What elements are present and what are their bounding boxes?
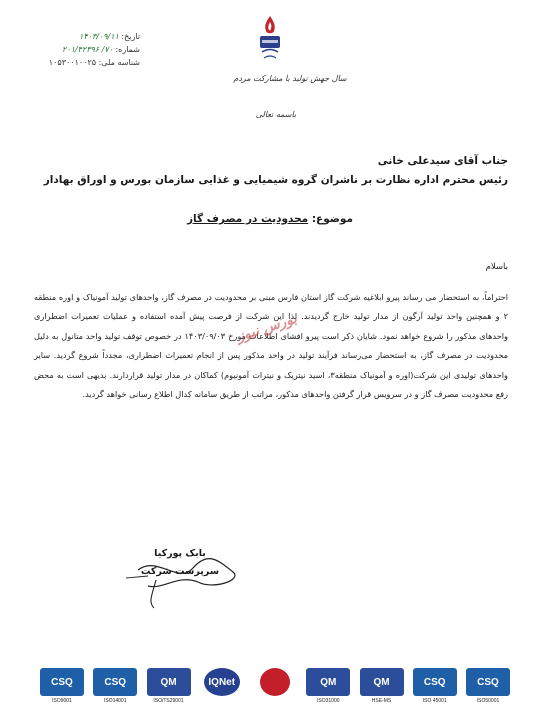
certification-badge: [413, 668, 457, 706]
certification-logo: CSQ: [413, 668, 457, 696]
signature-block: [125, 545, 235, 581]
certification-badge: [306, 668, 350, 706]
subject-label: موضوع:: [311, 213, 354, 225]
certification-caption: ISO50001: [476, 698, 500, 704]
company-logo: [252, 14, 288, 70]
greeting: باسلام: [485, 262, 508, 272]
certification-badge: [200, 668, 244, 706]
letter-body: [34, 288, 508, 404]
certification-logo: IQNet: [204, 668, 240, 696]
date-label: تاریخ:: [121, 32, 140, 41]
body-paragraph: احتراماً، به استحضار می رساند پیرو ابلاغیه شرکت گاز استان فارس مبنی بر محدودیت در مصرف گاز، واحدهای تولید آمونیاک و اوره منطقه ۲ و همچنین واحد تولید آرگون از مدار تولید خارج گردیدند. لذا این شرکت از فرصت پیش آمده استفاده و عملیات تعمیرات اضطراری واحدهای مذکور را شروع خواهد نمود. شایان ذکر است پیرو افشای اطلاعات مورخ ۱۴۰۳/۰۹/۰۳ در خصوص توقف تولید واحد متانول به دلیل محدودیت در مصرف گاز، به استحضار می‌رساند فرآیند تولید در واحد مذکور پس از انجام تعمیرات اضطراری، مجدداً شروع گردید. سایر واحدهای تولیدی این شرکت(اوره و آمونیاک منطقه۳، اسید نیتریک و نیترات آمونیوم) کماکان در مدار تولید قراردارند. بدیهی است به محض رفع محدودیت مصرف گاز و در سرویس قرار گرفتن واحدهای مذکور، مراتب از طریق سامانه کدال اطلاع رسانی خواهد گردید.: [34, 292, 508, 400]
certification-logo: QM: [360, 668, 404, 696]
signer-name: بابک پورکیا: [154, 548, 206, 559]
certification-logo: CSQ: [40, 668, 84, 696]
year-tagline: سال جهش تولید با مشارکت مردم: [233, 74, 347, 83]
certification-caption: ISO/TS29001: [153, 698, 184, 704]
date-row: [30, 30, 140, 43]
certification-badge: [147, 668, 191, 706]
date-value: ۱۴۰۳/۰۹/۱۱: [79, 32, 119, 41]
number-label: شماره:: [115, 45, 140, 54]
national-id-value: ۱۰۵۳۰۰۱۰۰۲۵: [48, 58, 97, 67]
certification-caption: ISO14001: [103, 698, 127, 704]
certification-badge: [40, 668, 84, 706]
number-row: [30, 43, 140, 56]
certification-logo: QM: [147, 668, 191, 696]
letter-meta: [30, 30, 140, 69]
certification-caption: HSE-MS: [371, 698, 392, 704]
national-id-label: شناسه ملی:: [98, 58, 140, 67]
number-value: ۷۰/ ۲۰۱/۴۲۳۹۶: [62, 45, 113, 54]
signer-role: سرپرست شرکت: [140, 566, 220, 577]
watermark-stamp: بورس نیوز: [235, 310, 299, 346]
certification-badge: [360, 668, 404, 706]
certification-badge: [253, 668, 297, 706]
subject-value: محدودیت در مصرف گاز: [186, 213, 309, 225]
certification-caption: ISO9001: [52, 698, 72, 704]
certification-badge: [93, 668, 137, 706]
recipient-title: رئیس محترم اداره نظارت بر ناشران گروه شیمیایی و غذایی سازمان بورس و اوراق بهادار: [43, 174, 508, 186]
recipient-name: جناب آقای سیدعلی خانی: [377, 155, 508, 167]
certification-logo: CSQ: [466, 668, 510, 696]
subject-line: [150, 213, 390, 225]
certification-badges: [40, 668, 510, 708]
certification-logo: [260, 668, 290, 696]
certification-caption: ISO31000: [316, 698, 340, 704]
certification-logo: CSQ: [93, 668, 137, 696]
national-id-row: [30, 56, 140, 69]
recipient-block: [38, 152, 508, 190]
certification-logo: QM: [306, 668, 350, 696]
bismillah: باسمه تعالی: [255, 110, 297, 119]
certification-caption: ISO 45001: [422, 698, 447, 704]
certification-badge: [466, 668, 510, 706]
